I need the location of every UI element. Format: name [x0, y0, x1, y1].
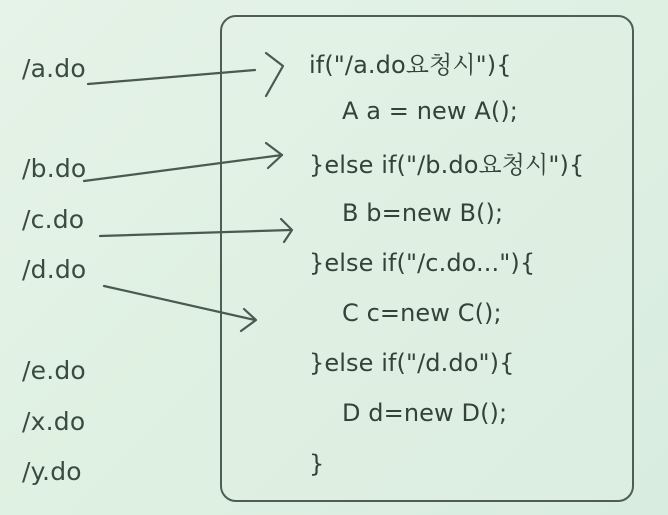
url-x-do: /x.do [22, 407, 86, 436]
code-line-new-d: D d=new D(); [342, 399, 508, 427]
url-d-do: /d.do [22, 255, 87, 284]
code-line-else-d: }else if("/d.do"){ [309, 349, 515, 377]
code-line-new-c: C c=new C(); [342, 299, 502, 327]
code-line-else-b: }else if("/b.do요청시"){ [309, 151, 585, 179]
url-c-do: /c.do [22, 205, 85, 234]
url-e-do: /e.do [22, 356, 86, 385]
url-b-do: /b.do [22, 154, 87, 183]
code-line-else-c: }else if("/c.do..."){ [309, 249, 536, 277]
url-a-do: /a.do [22, 54, 86, 83]
code-line-if-a: if("/a.do요청시"){ [309, 51, 512, 79]
code-line-new-b: B b=new B(); [342, 199, 504, 227]
url-y-do: /y.do [22, 457, 82, 486]
code-line-close-brace: } [309, 450, 325, 478]
code-line-new-a: A a = new A(); [342, 97, 518, 125]
